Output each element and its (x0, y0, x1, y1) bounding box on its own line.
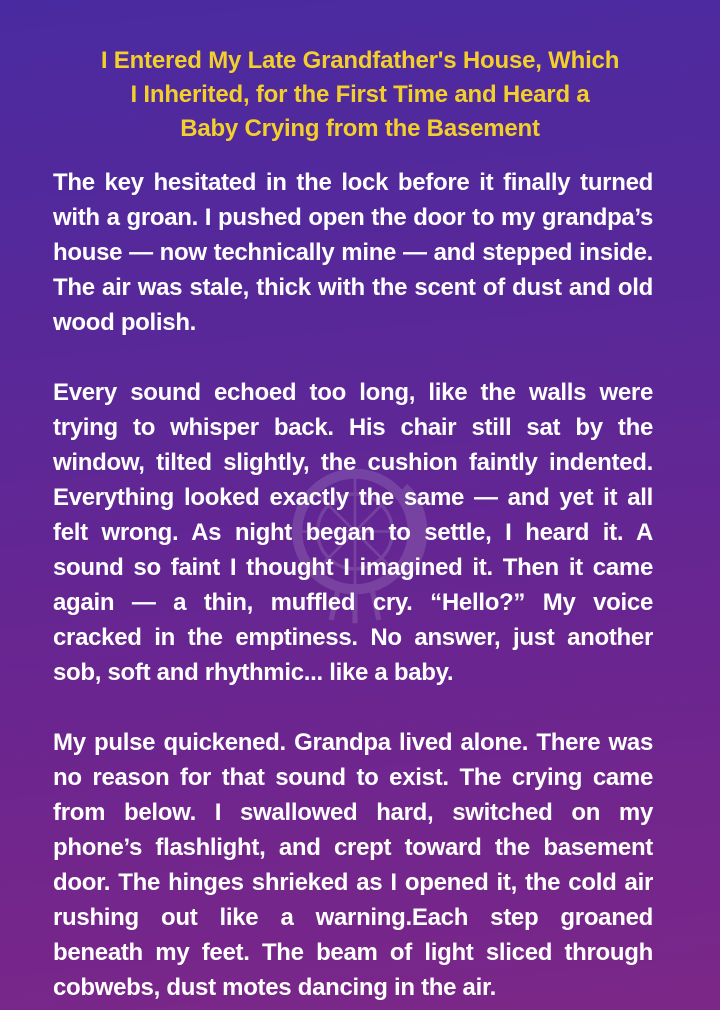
title-line: I Entered My Late Grandfather's House, Which (100, 47, 620, 74)
title-line: Baby Crying from the Basement (180, 115, 540, 142)
story-paragraph: The key hesitated in the lock before it finally turned with a groan. I pushed open the door to my grandpa’s house — now technically mine — and stepped inside. The air was stale, thick with the scent of dust and old wood polish. (53, 169, 653, 336)
story-body (53, 165, 653, 1010)
article-title (40, 44, 680, 146)
title-line: I Inherited, for the First Time and Heard a (130, 81, 590, 108)
story-paragraph: My pulse quickened. Grandpa lived alone. There was no reason for that sound to exist. The crying came from below. I swallowed hard, switched on my phone’s flashlight, and crept toward the basement door. The hinges shrieked as I opened it, the cold air rushing out like a warning.Each step groaned beneath my feet. The beam of light sliced through cobwebs, dust motes dancing in the air. (53, 729, 653, 1001)
story-paragraph: Every sound echoed too long, like the walls were trying to whisper back. His chair still sat by the window, tilted slightly, the cushion faintly indented. Everything looked exactly the same — and yet it all felt wrong. As night began to settle, I heard it. A sound so faint I thought I imagined it. Then it came again — a thin, muffled cry. “Hello?” My voice cracked in the emptiness. No answer, just another sob, soft and rhythmic... like a baby. (53, 379, 653, 686)
